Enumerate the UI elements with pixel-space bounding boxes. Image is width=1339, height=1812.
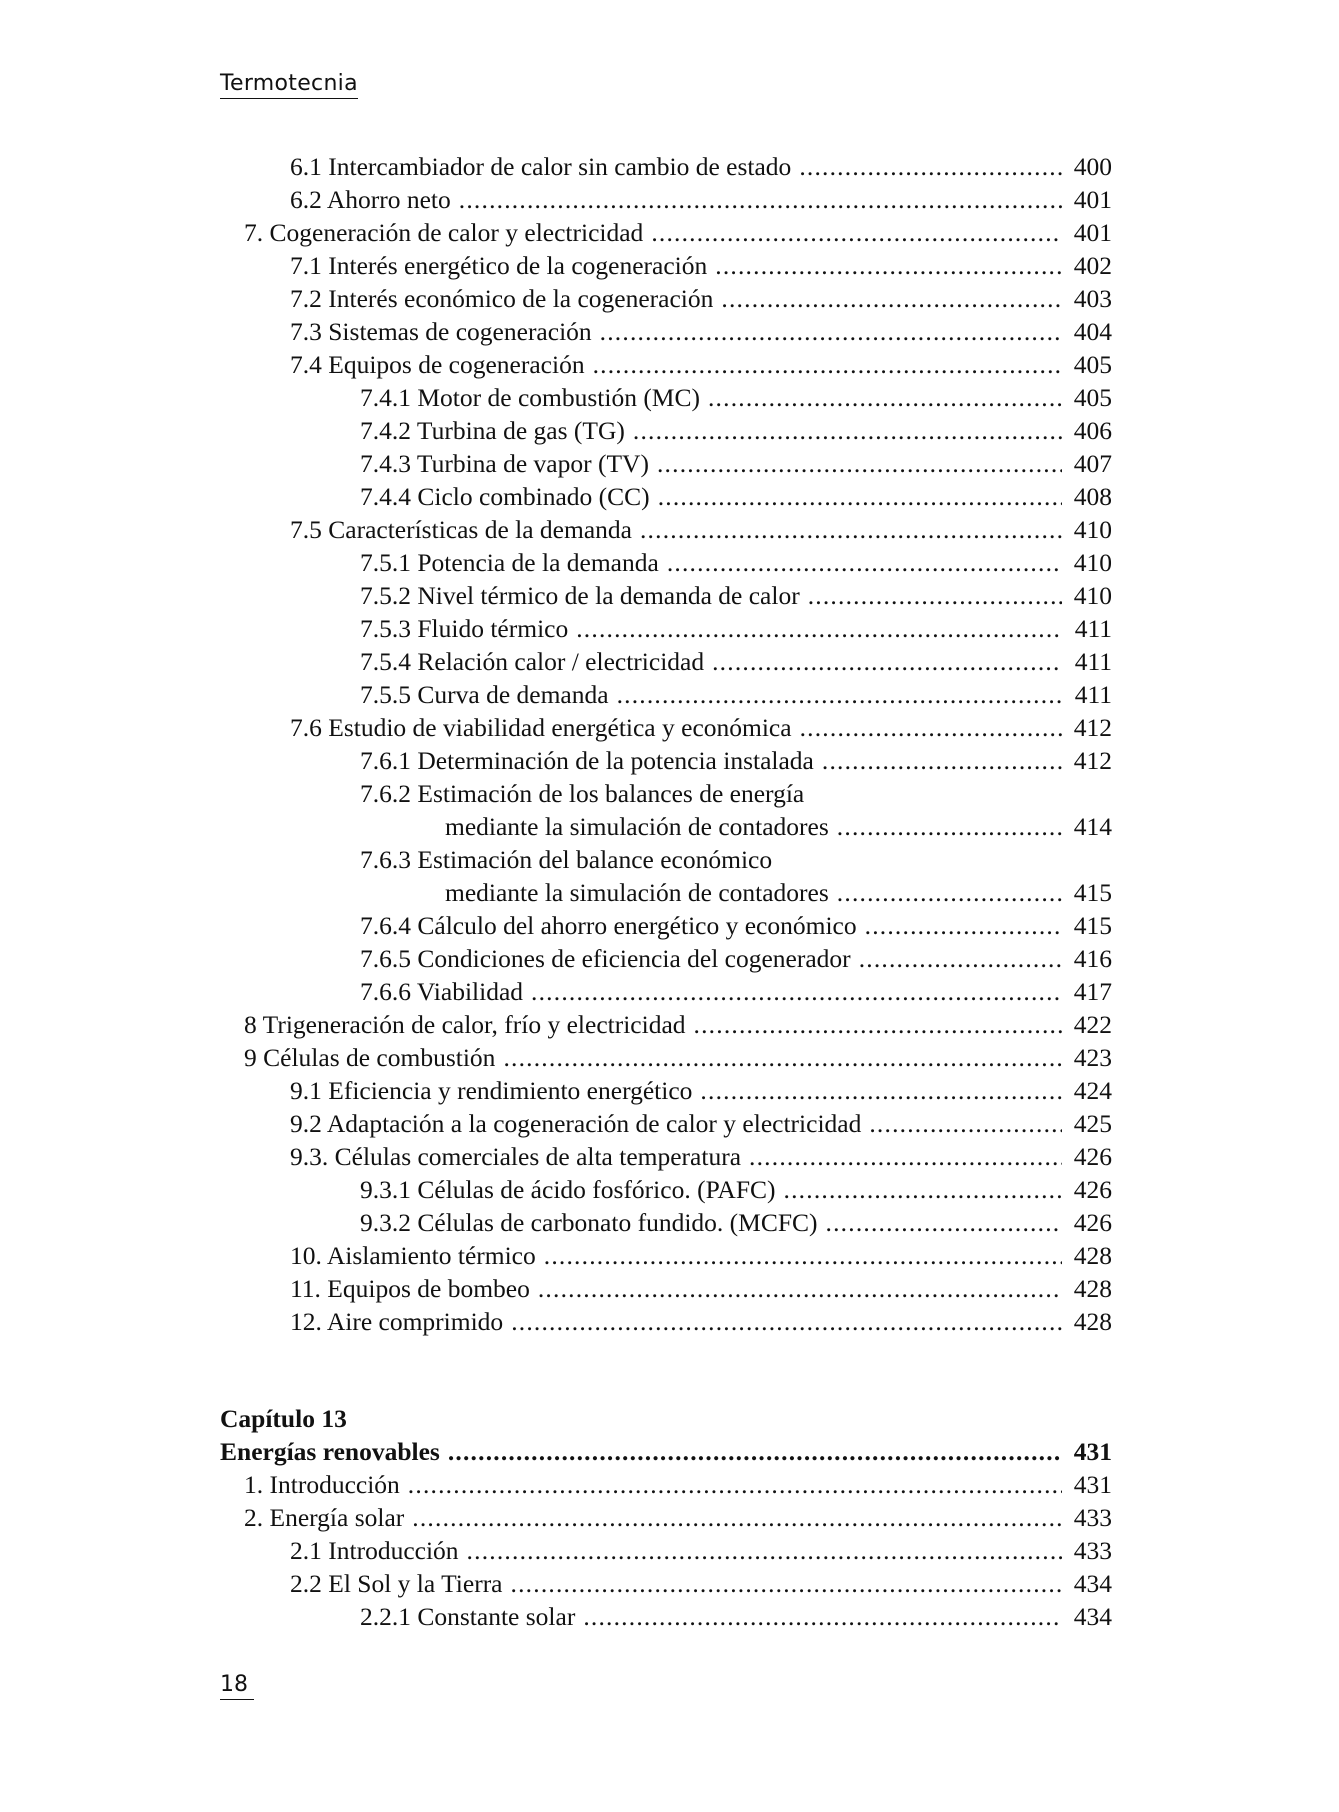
toc-entry-title: 9.3. Células comerciales de alta temperatura [290,1142,742,1171]
toc-entry-title: 6.2 Ahorro neto [290,185,451,214]
toc-entry-title: 7.5.5 Curva de demanda [360,680,609,709]
toc-entry-page: 400 [1073,152,1112,181]
toc-entry-page: 433 [1073,1536,1112,1565]
toc-entry-page: 404 [1073,317,1112,346]
toc-entry-page: 412 [1073,713,1112,742]
toc-entry-page: 426 [1073,1208,1112,1237]
toc-entry [360,1173,1112,1206]
toc-entry-title: 7.5.3 Fluido térmico [360,614,569,643]
toc-entry-title: 10. Aislamiento térmico [290,1241,536,1270]
toc-entry [290,1107,1112,1140]
toc-dot-leader [658,480,1062,513]
toc-entry [360,579,1112,612]
toc-entry-page: 407 [1073,449,1112,478]
toc-entry [290,1272,1112,1305]
toc-entry-title: 2.2 El Sol y la Tierra [290,1569,503,1598]
toc-entry-page: 408 [1073,482,1112,511]
toc-entry-title: 9.3.1 Células de ácido fosfórico. (PAFC) [360,1175,776,1204]
toc-dot-leader [808,579,1062,612]
toc-entry-title: 7.5.4 Relación calor / electricidad [360,647,705,676]
toc-dot-leader [412,1501,1062,1534]
toc-entry-page: 403 [1073,284,1112,313]
toc-entry [360,1206,1112,1239]
toc-entry [360,909,1112,942]
toc-entry-title: 7.6.2 Estimación de los balances de energía [360,779,805,808]
toc-entry-title: 7.6.4 Cálculo del ahorro energético y económico [360,911,857,940]
toc-entry-title: 12. Aire comprimido [290,1307,504,1336]
toc-entry [445,810,1112,843]
toc-entry [244,216,1112,249]
toc-entry-page: 434 [1073,1602,1112,1631]
toc-entry-title: 7.2 Interés económico de la cogeneración [290,284,714,313]
toc-dot-leader [633,414,1062,447]
toc-dot-leader [784,1173,1062,1206]
toc-dot-leader [640,513,1062,546]
toc-entry-page: 425 [1073,1109,1112,1138]
toc-entry-page: 401 [1073,218,1112,247]
toc-dot-leader [712,645,1062,678]
toc-entry-page: 431 [1073,1470,1112,1499]
toc-dot-leader [837,876,1062,909]
toc-dot-leader [749,1140,1062,1173]
toc-entry-title: 7.6.3 Estimación del balance económico [360,845,773,874]
toc-entry-page: 415 [1073,911,1112,940]
toc-entry-page: 410 [1073,581,1112,610]
toc-dot-leader [617,678,1062,711]
toc-entry-title: 2.2.1 Constante solar [360,1602,576,1631]
toc-entry-page: 401 [1073,185,1112,214]
toc-entry [290,1534,1112,1567]
toc-entry [290,183,1112,216]
toc-entry-page: 417 [1073,977,1112,1006]
toc-entry-title: 9 Células de combustión [244,1043,496,1072]
toc-entry-page: 414 [1073,812,1112,841]
toc-dot-leader [531,975,1062,1008]
toc-entry-title: 7.5.2 Nivel térmico de la demanda de calor [360,581,800,610]
toc-entry [244,1468,1112,1501]
toc-entry-page: 405 [1073,383,1112,412]
toc-entry [360,843,772,876]
chapter-heading: Capítulo 13 [220,1404,347,1433]
toc-dot-leader [511,1305,1062,1338]
toc-dot-leader [448,1435,1062,1468]
toc-dot-leader [799,150,1062,183]
toc-entry-page: 410 [1073,515,1112,544]
toc-entry [360,480,1112,513]
toc-entry-page: 411 [1074,647,1112,676]
toc-dot-leader [822,744,1062,777]
toc-dot-leader [544,1239,1062,1272]
toc-entry [360,612,1112,645]
toc-entry [360,645,1112,678]
toc-entry [244,1008,1112,1041]
toc-entry-title: 7.5 Características de la demanda [290,515,632,544]
toc-dot-leader [800,711,1062,744]
toc-entry-title: 9.2 Adaptación a la cogeneración de calor y electricidad [290,1109,862,1138]
toc-entry-title: 7.6.5 Condiciones de eficiencia del cogenerador [360,944,851,973]
toc-entry-page: 411 [1074,680,1112,709]
toc-dot-leader [593,348,1062,381]
toc-entry [290,1305,1112,1338]
toc-entry-page: 434 [1073,1569,1112,1598]
toc-entry [290,513,1112,546]
toc-dot-leader [467,1534,1062,1567]
toc-entry-page: 423 [1073,1043,1112,1072]
toc-entry-page: 428 [1073,1307,1112,1336]
toc-entry-title: 7.6.6 Viabilidad [360,977,524,1006]
toc-entry [360,975,1112,1008]
toc-entry-title: 11. Equipos de bombeo [290,1274,530,1303]
toc-entry [360,1600,1112,1633]
toc-dot-leader [538,1272,1062,1305]
running-header: Termotecnia [220,72,358,99]
toc-entry [360,942,1112,975]
toc-entry-page: 410 [1073,548,1112,577]
toc-dot-leader [708,381,1062,414]
toc-entry-title: 2.1 Introducción [290,1536,459,1565]
toc-entry-title: 7.6.1 Determinación de la potencia instalada [360,746,814,775]
toc-entry-title: 7.6 Estudio de viabilidad energética y económica [290,713,792,742]
toc-dot-leader [859,942,1062,975]
toc-dot-leader [459,183,1062,216]
toc-entry-title: 9.3.2 Células de carbonato fundido. (MCFC) [360,1208,818,1237]
toc-entry-title: 2. Energía solar [244,1503,405,1532]
toc-entry-page: 428 [1073,1241,1112,1270]
toc-entry [244,1041,1112,1074]
toc-entry-title: 7.4.3 Turbina de vapor (TV) [360,449,649,478]
toc-dot-leader [869,1107,1062,1140]
toc-entry-title: Energías renovables [220,1437,440,1466]
toc-dot-leader [511,1567,1062,1600]
toc-entry-page: 426 [1073,1175,1112,1204]
toc-entry-page: 406 [1073,416,1112,445]
toc-entry [290,1140,1112,1173]
toc-entry-title: 6.1 Intercambiador de calor sin cambio de estado [290,152,792,181]
toc-dot-leader [826,1206,1062,1239]
toc-dot-leader [408,1468,1062,1501]
toc-entry-title: 7.1 Interés energético de la cogeneración [290,251,708,280]
toc-dot-leader [576,612,1062,645]
toc-entry-page: 416 [1073,944,1112,973]
toc-entry [290,315,1112,348]
toc-entry-page: 415 [1073,878,1112,907]
toc-entry-page: 412 [1073,746,1112,775]
toc-dot-leader [503,1041,1062,1074]
toc-entry-title: mediante la simulación de contadores [445,878,829,907]
toc-entry [290,282,1112,315]
toc-dot-leader [651,216,1062,249]
toc-entry [360,678,1112,711]
toc-entry [445,876,1112,909]
toc-entry [360,744,1112,777]
toc-entry-title: mediante la simulación de contadores [445,812,829,841]
toc-entry [360,777,804,810]
toc-entry-title: 9.1 Eficiencia y rendimiento energético [290,1076,693,1105]
toc-dot-leader [700,1074,1062,1107]
toc-entry-title: 7.4.4 Ciclo combinado (CC) [360,482,650,511]
toc-dot-leader [865,909,1062,942]
toc-entry [290,1074,1112,1107]
toc-entry [290,249,1112,282]
toc-dot-leader [694,1008,1062,1041]
toc-entry-page: 405 [1073,350,1112,379]
toc-entry [360,447,1112,480]
toc-dot-leader [715,249,1062,282]
toc-entry [290,348,1112,381]
toc-entry-title: 7.3 Sistemas de cogeneración [290,317,592,346]
toc-entry-title: 7.5.1 Potencia de la demanda [360,548,659,577]
toc-entry [290,711,1112,744]
toc-entry-title: 1. Introducción [244,1470,400,1499]
toc-entry [360,546,1112,579]
toc-dot-leader [667,546,1062,579]
toc-entry-page: 402 [1073,251,1112,280]
toc-entry-page: 431 [1073,1437,1112,1466]
toc-entry-page: 433 [1073,1503,1112,1532]
toc-entry-page: 422 [1073,1010,1112,1039]
page-number: 18 [220,1673,254,1700]
toc-entry-title: 7. Cogeneración de calor y electricidad [244,218,644,247]
toc-entry-page: 424 [1073,1076,1112,1105]
toc-entry-page: 411 [1074,614,1112,643]
toc-dot-leader [721,282,1062,315]
toc-entry [290,1567,1112,1600]
toc-entry [360,381,1112,414]
toc-entry [244,1501,1112,1534]
toc-entry-page: 426 [1073,1142,1112,1171]
toc-entry-title: 7.4 Equipos de cogeneración [290,350,585,379]
toc-entry-page: 428 [1073,1274,1112,1303]
toc-entry [290,1239,1112,1272]
toc-dot-leader [837,810,1062,843]
toc-entry [360,414,1112,447]
toc-dot-leader [600,315,1062,348]
toc-entry [220,1435,1112,1468]
toc-entry [290,150,1112,183]
toc-entry-title: 7.4.1 Motor de combustión (MC) [360,383,700,412]
toc-dot-leader [657,447,1062,480]
toc-entry-title: 8 Trigeneración de calor, frío y electricidad [244,1010,686,1039]
toc-entry-title: 7.4.2 Turbina de gas (TG) [360,416,625,445]
toc-dot-leader [583,1600,1062,1633]
